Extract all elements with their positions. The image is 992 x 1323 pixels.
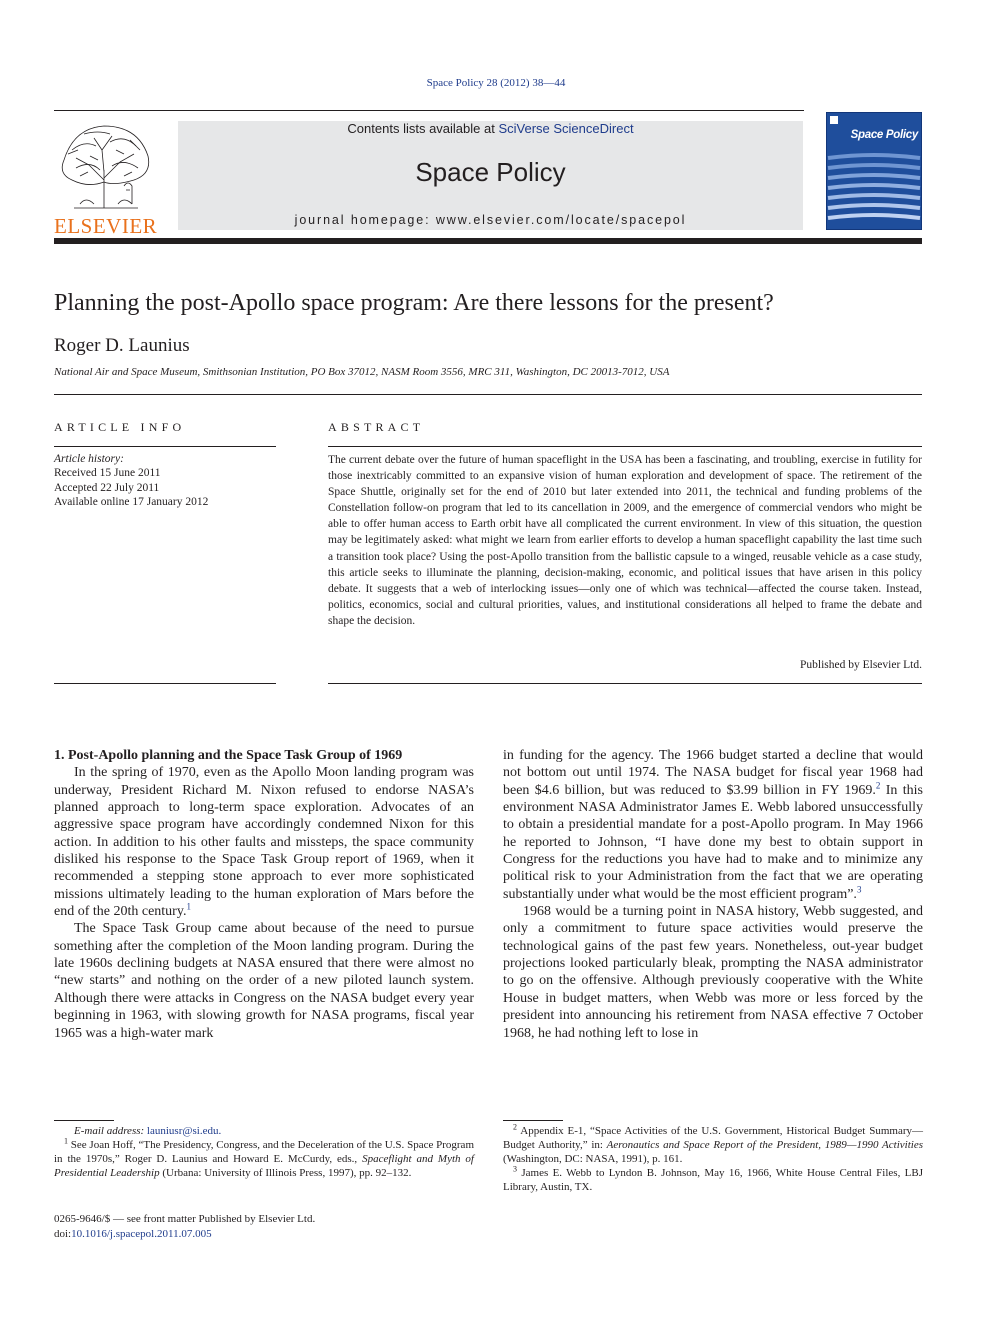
body-paragraph: [503, 903, 923, 1042]
accepted-date: Accepted 22 July 2011: [54, 481, 160, 494]
abstract-rule: [328, 446, 922, 447]
footnote-title: Aeronautics and Space Report of the President, 1989—1990 Activities: [606, 1139, 923, 1152]
history-label: Article history:: [54, 453, 124, 465]
body-paragraph: [54, 920, 474, 1041]
journal-banner: [178, 121, 803, 230]
publisher-wordmark: ELSEVIER: [54, 214, 158, 238]
footnote-title: Spaceflight and Myth of Presidential Leadership: [54, 1153, 474, 1180]
footnote-ref-1[interactable]: 1: [186, 901, 191, 912]
abstract-heading: ABSTRACT: [328, 420, 425, 434]
journal-title: Space Policy: [415, 157, 566, 187]
footnote-2: [503, 1124, 923, 1166]
article-info-bottom-rule: [54, 683, 276, 684]
body-column-left: [54, 747, 474, 1042]
sciencedirect-link[interactable]: SciVerse ScienceDirect: [498, 121, 634, 136]
footnote-ref-3[interactable]: 3: [856, 884, 862, 895]
abstract-text: The current debate over the future of human spaceflight in the USA has been a fascinating, and troubling, exercise in futility for those inextricably committed to an expansive vision of human exploration and development of space. The retirement of the Space Shuttle, originally set for the end of 2010 but later extended into 2011, the technical and funding problems of the Constellation follow-on program that led to its cancellation in 2009, and the emergence of commercial vendors who might be able to offer human access to Earth orbit have all complicated the current environment. In view of this situation, the question may be legitimately asked: what might we learn from earlier efforts to develop a human spaceflight capability the last time such a transition took place? Using the post-Apollo transition from the ballistic capsule to a winged, reusable vehicle as a case study, this article seeks to illuminate the planning, decision-making, economic, and political issues that have arisen in this policy debate. It suggests that a web of interlocking issues—only one of which was technical—affected the course taken. Instead, politics, economics, social and cultural priorities, values, and institutional considerations all helped to frame the debate and shape the decision.: [328, 454, 922, 627]
article-info-heading: ARTICLE INFO: [54, 420, 186, 434]
issn-line: 0265-9646/$ — see front matter Published by Elsevier Ltd.: [54, 1213, 316, 1225]
footnotes-right: [503, 1124, 923, 1194]
body-paragraph: [54, 764, 474, 920]
section-heading: 1. Post-Apollo planning and the Space Task Group of 1969: [54, 748, 403, 763]
body-column-right: [503, 747, 923, 1042]
doi-link[interactable]: 10.1016/j.spacepol.2011.07.005: [71, 1227, 212, 1240]
footnote-1: [54, 1138, 474, 1180]
contents-line: [178, 121, 803, 136]
body-paragraph: [503, 747, 923, 903]
footnote-text: (Urbana: University of Illinois Press, 1997), pp. 92–132.: [159, 1167, 412, 1180]
author-name[interactable]: Roger D. Launius: [54, 335, 190, 356]
footnotes-left: [54, 1124, 474, 1180]
abstract-bottom-rule: [328, 683, 922, 684]
footnote-3: [503, 1166, 923, 1194]
author-affiliation: National Air and Space Museum, Smithsonian Institution, PO Box 37012, NASM Room 3556, MRC 311, Washington, DC 20013-7012, USA: [54, 366, 670, 378]
online-date: Available online 17 January 2012: [54, 495, 209, 508]
footnote-rule-left: [54, 1120, 114, 1121]
front-matter: [54, 1212, 315, 1241]
paragraph-text: 1968 would be a turning point in NASA history, Webb suggested, and only a commitment to future space activities would preserve the technological gains of the past few years. Nonetheless, out-year budget projections looked particularly bleak, prompting the NASA administrator to go on the offensive. Although previously cooperative with the White House in budget matters, when Webb was more or less forced by the president into announcing his retirement from NASA effective 7 October 1968, he had nothing left to lose in: [503, 904, 923, 1041]
published-by: Published by Elsevier Ltd.: [799, 659, 922, 671]
header-thick-divider: [54, 238, 922, 244]
article-info-rule: [54, 446, 276, 447]
footnote-text: James E. Webb to Lyndon B. Johnson, May 16, 1966, White House Central Files, LBJ Library, Austin, TX.: [503, 1167, 923, 1194]
footnote-ref-2[interactable]: 2: [875, 780, 881, 791]
doi-line: [54, 1227, 315, 1242]
paragraph-text: in funding for the agency. The 1966 budget started a decline that would not bottom out until 1974. The NASA budget for fiscal year 1968 had been $4.6 billion, but was reduced to $3.99 billion in FY 1969.: [503, 748, 923, 798]
footnote-text: Appendix E-1, “Space Activities of the U.S. Government, Historical Budget Summary—Budget Authority,” in:: [503, 1125, 923, 1152]
footnote-number: 2: [513, 1122, 517, 1132]
publisher-logo[interactable]: [54, 120, 158, 238]
received-date: Received 15 June 2011: [54, 467, 161, 480]
footnote-text: (Washington, DC: NASA, 1991), p. 161.: [503, 1153, 683, 1166]
cover-title: Space Policy: [850, 129, 918, 141]
journal-citation[interactable]: Space Policy 28 (2012) 38—44: [426, 77, 566, 89]
email-label: E-mail address:: [74, 1125, 145, 1137]
paragraph-text: In this environment NASA Administrator James E. Webb labored unsuccessfully to obtain a presidential mandate for a post-Apollo program. In May 1966 he reported to Johnson, “I have done my best to obtain support in Congress for the reductions you have had to make and to minimize any political risk to your Administration from the fact that we are operating substantially under what would be the most efficient program”.: [503, 782, 924, 902]
contents-prefix: Contents lists available at: [347, 121, 499, 136]
journal-homepage[interactable]: journal homepage: www.elsevier.com/locate/spacepol: [294, 213, 687, 227]
footnote-rule-right: [503, 1120, 563, 1121]
article-history: [54, 452, 208, 509]
doi-prefix: doi:: [54, 1227, 72, 1240]
article-title: Planning the post-Apollo space program: Are there lessons for the present?: [54, 290, 774, 316]
header-divider: [54, 110, 804, 111]
footnote-text: See Joan Hoff, “The Presidency, Congress, and the Deceleration of the U.S. Space Program in the 1970s,” Roger D. Launius and Howard E. McCurdy, eds.,: [54, 1139, 474, 1166]
journal-cover[interactable]: [826, 112, 922, 230]
email-footnote: [54, 1124, 474, 1138]
title-divider: [54, 394, 922, 395]
email-link[interactable]: launiusr@si.edu.: [146, 1125, 222, 1137]
paragraph-text: In the spring of 1970, even as the Apollo Moon landing program was underway, President Richard M. Nixon refused to endorse NASA’s planned approach to long-term space exploration. Advocates of an aggressive space program have accordingly condemned Nixon for this action. In addition to his other faults and missteps, the space community disliked his response to the Space Task Group report of 1969, when it recommended a stepping stone approach to ever more sophisticated missions ultimately leading to the human exploration of Mars before the end of the 20th century.: [54, 765, 474, 920]
elsevier-tree-icon: [54, 120, 156, 212]
footnote-number: 3: [513, 1164, 517, 1174]
footnote-number: 1: [64, 1136, 68, 1146]
paragraph-text: The Space Task Group came about because of the need to pursue something after the completion of the Moon landing program. During the late 1960s declining budgets at NASA ensured that there were almost no “new starts” and nothing on the order of a new piloted launch system. Although there were attacks in Congress on the NASA budget every year beginning in 1963, with slowing growth for NASA programs, fiscal year 1965 was a high-water mark: [54, 921, 474, 1041]
